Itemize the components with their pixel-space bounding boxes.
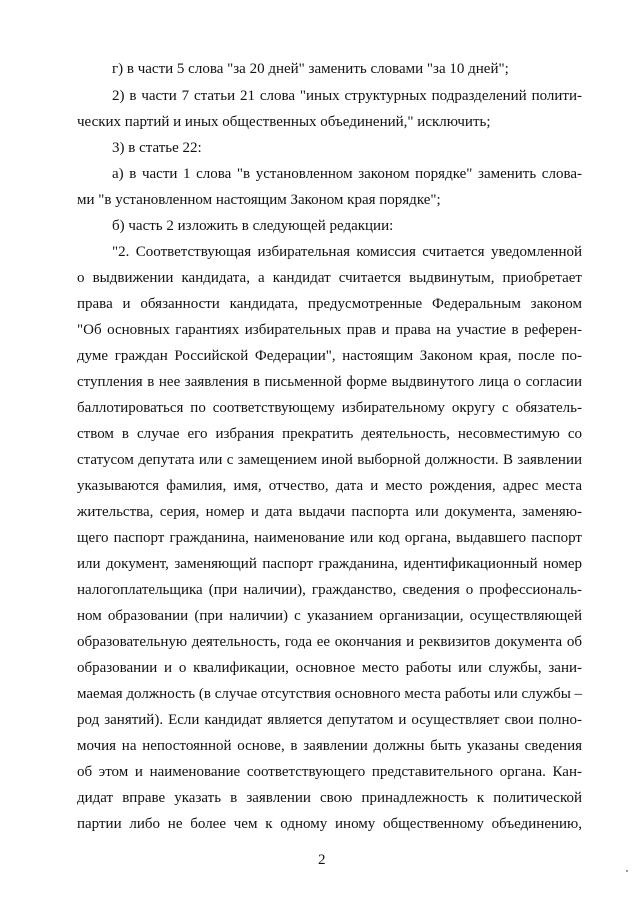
text-line: думе граждан Российской Федерации", настоящим Законом края, после по- <box>77 348 582 364</box>
text-line: статусом депутата или с замещением иной выборной должности. В заявлении <box>77 452 582 468</box>
text-line: дидат вправе указать в заявлении свою принадлежность к политической <box>77 790 582 806</box>
text-line: "Об основных гарантиях избирательных прав и права на участие в референ- <box>77 322 582 338</box>
text-line: об этом и наименование соответствующего представительного органа. Кан- <box>77 764 582 780</box>
text-line: а) в части 1 слова "в установленном законом порядке" заменить слова- <box>112 166 582 182</box>
text-line: ном образовании (при наличии) с указанием организации, осуществляющей <box>77 608 582 624</box>
text-line: права и обязанности кандидата, предусмотренные Федеральным законом <box>77 296 582 312</box>
text-line: образовании и о квалификации, основное место работы или службы, зани- <box>77 660 582 676</box>
text-line: налогоплательщика (при наличии), гражданство, сведения о профессиональ- <box>77 582 582 598</box>
text-line: ми "в установленном настоящим Законом края порядке"; <box>77 192 441 208</box>
text-line: щего паспорт гражданина, наименование или код органа, выдавшего паспорт <box>77 530 582 546</box>
text-line: род занятий). Если кандидат является депутатом и осуществляет свои полно- <box>77 712 582 728</box>
scan-artifact <box>626 870 628 872</box>
text-line: 3) в статье 22: <box>112 140 202 156</box>
text-line: указываются фамилия, имя, отчество, дата и место рождения, адрес места <box>77 478 582 494</box>
text-line: мочия на непостоянной основе, в заявлении должны быть указаны сведения <box>77 738 582 754</box>
text-line: баллотироваться по соответствующему избирательному округу с обязатель- <box>77 400 582 416</box>
text-line: маемая должность (в случае отсутствия основного места работы или службы – <box>77 686 583 702</box>
text-line: о выдвижении кандидата, а кандидат считается выдвинутым, приобретает <box>77 270 582 286</box>
text-line: 2) в части 7 статьи 21 слова "иных структурных подразделений полити- <box>112 88 582 104</box>
text-line: партии либо не более чем к одному иному общественному объединению, <box>77 816 582 832</box>
text-line: или документ, заменяющий паспорт гражданина, идентификационный номер <box>77 556 582 572</box>
text-line: образовательную деятельность, года ее окончания и реквизитов документа об <box>77 634 582 650</box>
text-line: г) в части 5 слова "за 20 дней" заменить словами "за 10 дней"; <box>112 61 509 77</box>
text-line: ством в случае его избрания прекратить деятельность, несовместимую со <box>77 426 582 442</box>
page-number: 2 <box>318 852 326 868</box>
text-line: ческих партий и иных общественных объединений," исключить; <box>77 114 491 130</box>
text-line: "2. Соответствующая избирательная комиссия считается уведомленной <box>112 244 582 260</box>
text-line: жительства, серия, номер и дата выдачи паспорта или документа, заменяю- <box>77 504 582 520</box>
text-line: ступления в нее заявления в письменной форме выдвинутого лица о согласии <box>77 374 582 390</box>
text-line: б) часть 2 изложить в следующей редакции: <box>112 218 394 234</box>
